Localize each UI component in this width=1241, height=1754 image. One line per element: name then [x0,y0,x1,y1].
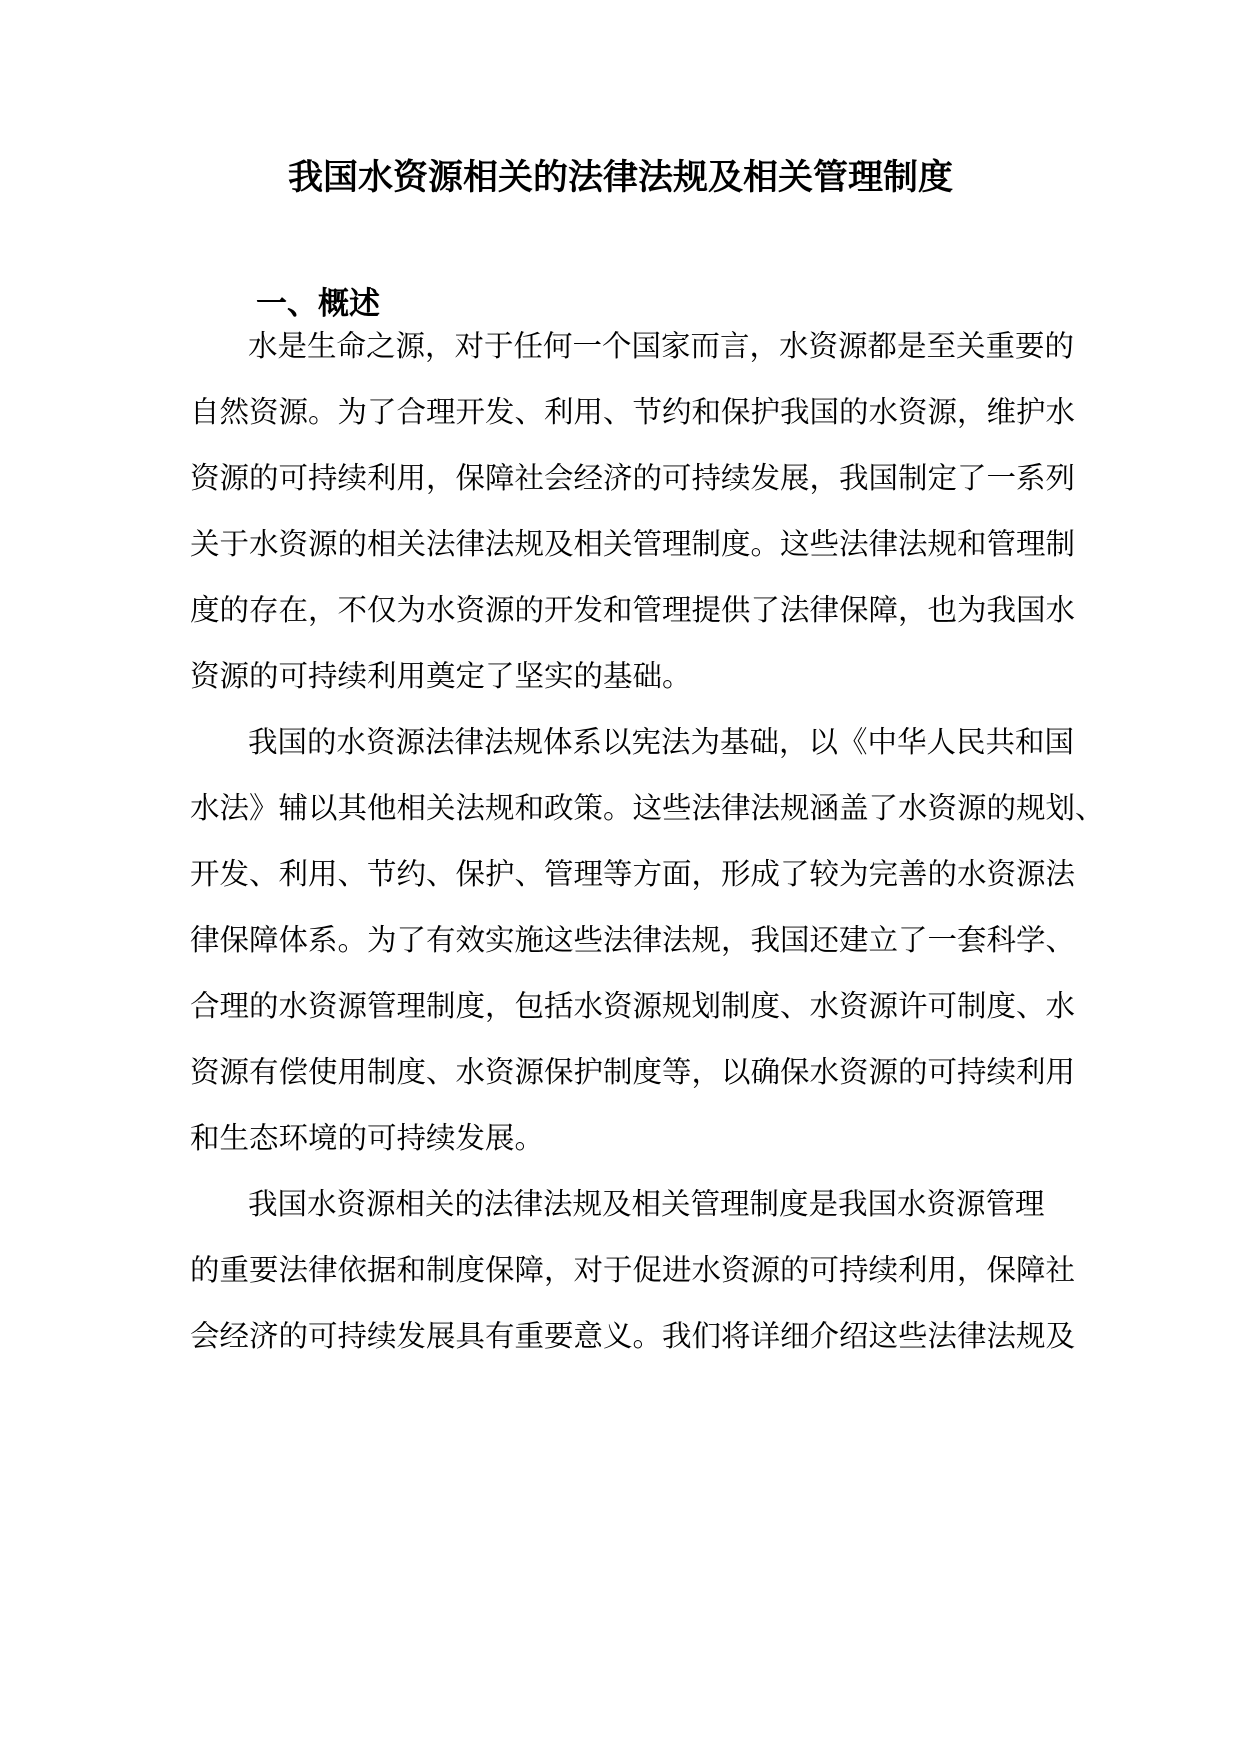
paragraph-line: 自然资源。为了合理开发、利用、节约和保护我国的水资源，维护水 [190,395,1076,429]
paragraph-line: 我国水资源相关的法律法规及相关管理制度是我国水资源管理 [248,1187,1045,1221]
paragraph-line: 的重要法律依据和制度保障，对于促进水资源的可持续利用，保障社 [190,1253,1076,1287]
paragraph-line: 资源的可持续利用奠定了坚实的基础。 [190,659,692,693]
document-title: 我国水资源相关的法律法规及相关管理制度 [287,158,953,198]
paragraph-line: 我国的水资源法律法规体系以宪法为基础，以《中华人民共和国 [248,725,1075,759]
paragraph-line: 律保障体系。为了有效实施这些法律法规，我国还建立了一套科学、 [190,923,1076,957]
section-heading-overview: 一、概述 [256,286,380,322]
paragraph-line: 关于水资源的相关法律法规及相关管理制度。这些法律法规和管理制 [190,527,1076,561]
paragraph-line: 会经济的可持续发展具有重要意义。我们将详细介绍这些法律法规及 [190,1319,1076,1353]
paragraph-line: 水法》辅以其他相关法规和政策。这些法律法规涵盖了水资源的规划、 [190,791,1105,825]
paragraph-line: 和生态环境的可持续发展。 [190,1121,545,1155]
paragraph-line: 合理的水资源管理制度，包括水资源规划制度、水资源许可制度、水 [190,989,1076,1023]
paragraph-line: 水是生命之源，对于任何一个国家而言，水资源都是至关重要的 [248,329,1075,363]
paragraph-line: 资源的可持续利用，保障社会经济的可持续发展，我国制定了一系列 [190,461,1076,495]
paragraph-line: 度的存在，不仅为水资源的开发和管理提供了法律保障，也为我国水 [190,593,1076,627]
paragraph-line: 资源有偿使用制度、水资源保护制度等，以确保水资源的可持续利用 [190,1055,1076,1089]
paragraph-line: 开发、利用、节约、保护、管理等方面，形成了较为完善的水资源法 [190,857,1076,891]
